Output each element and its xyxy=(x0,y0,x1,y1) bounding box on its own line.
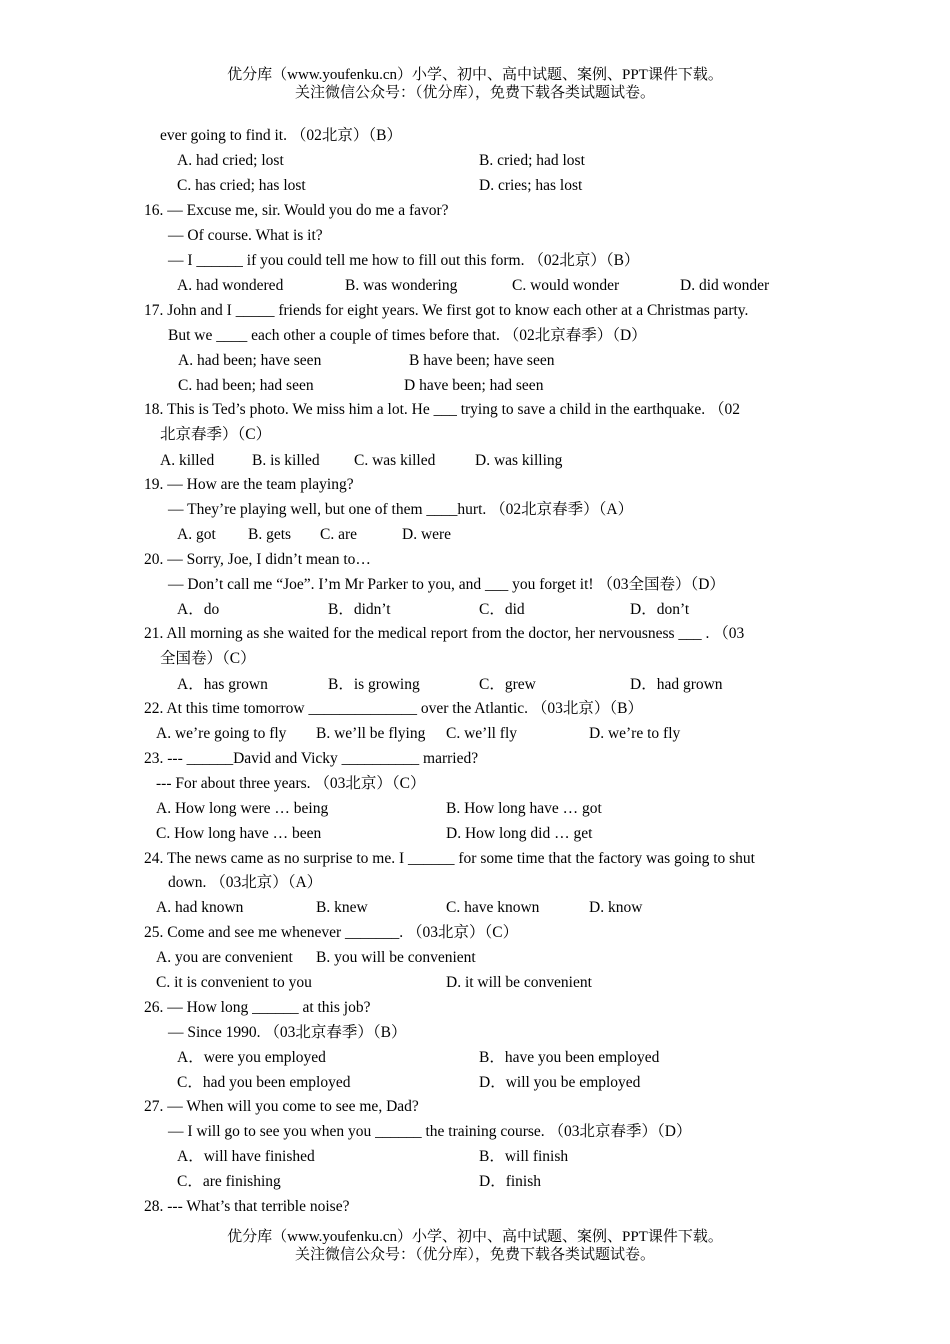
question-22-line-1: 22. At this time tomorrow ______________ over the Atlantic. （03北京）（B） xyxy=(144,700,643,717)
q22-option-c: C. we’ll fly xyxy=(446,725,518,742)
q25-option-a: A. you are convenient xyxy=(156,949,293,966)
question-20-line-1: 20. — Sorry, Joe, I didn’t mean to… xyxy=(144,551,371,568)
q15-option-a: A. had cried; lost xyxy=(177,152,284,169)
q17-option-c: C. had been; had seen xyxy=(178,377,314,394)
q24-option-b: B. knew xyxy=(316,899,368,916)
q18-option-a: A. killed xyxy=(160,452,215,469)
question-17-line-1: 17. John and I _____ friends for eight years. We first got to know each other at a Christmas party. xyxy=(144,302,749,319)
q25-option-b: B. you will be convenient xyxy=(316,949,476,966)
q27-option-c: C．are finishing xyxy=(177,1173,281,1190)
q23-option-a: A. How long were … being xyxy=(156,800,329,817)
q20-option-c: C．did xyxy=(479,601,525,618)
question-16-line-3: — I ______ if you could tell me how to fill out this form. （02北京）（B） xyxy=(168,252,640,269)
q21-option-c: C．grew xyxy=(479,676,536,693)
q20-option-a: A．do xyxy=(177,601,220,618)
q25-option-d: D. it will be convenient xyxy=(446,974,592,991)
q23-option-c: C. How long have … been xyxy=(156,825,322,842)
question-28-line-1: 28. --- What’s that terrible noise? xyxy=(144,1198,350,1215)
q17-option-a: A. had been; have seen xyxy=(178,352,322,369)
question-24-line-2: down. （03北京）（A） xyxy=(168,874,323,891)
q19-option-b: B. gets xyxy=(248,526,292,543)
question-15-continuation: ever going to find it. （02北京）（B） xyxy=(160,127,402,144)
footer-line-1: 优分库（www.youfenku.cn）小学、初中、高中试题、案例、PPT课件下载。 xyxy=(227,1229,723,1245)
question-18-line-2: 北京春季）（C） xyxy=(160,426,272,443)
question-16-line-2: — Of course. What is it? xyxy=(168,227,323,244)
footer-line-2: 关注微信公众号：（优分库），免费下载各类试题试卷。 xyxy=(294,1247,655,1263)
q18-option-b: B. is killed xyxy=(252,452,320,469)
q24-option-c: C. have known xyxy=(446,899,540,916)
q22-option-a: A. we’re going to fly xyxy=(156,725,287,742)
question-18-line-1: 18. This is Ted’s photo. We miss him a lot. He ___ trying to save a child in the earthquake. （02 xyxy=(144,401,741,418)
question-23-line-2: --- For about three years. （03北京）（C） xyxy=(156,775,426,792)
question-20-line-2: — Don’t call me “Joe”. I’m Mr Parker to you, and ___ you forget it! （03全国卷）（D） xyxy=(168,576,725,593)
q22-option-b: B. we’ll be flying xyxy=(316,725,426,742)
question-16-line-1: 16. — Excuse me, sir. Would you do me a favor? xyxy=(144,202,449,219)
q16-option-b: B. was wondering xyxy=(345,277,458,294)
q16-option-c: C. would wonder xyxy=(512,277,620,294)
q20-option-d: D．don’t xyxy=(630,601,690,618)
q26-option-a: A．were you employed xyxy=(177,1049,326,1066)
q27-option-b: B．will finish xyxy=(479,1148,569,1165)
question-24-line-1: 24. The news came as no surprise to me. I ______ for some time that the factory was going to shut xyxy=(144,850,755,867)
question-17-line-2: But we ____ each other a couple of times before that. （02北京春季）（D） xyxy=(168,327,647,344)
q19-option-c: C. are xyxy=(320,526,358,543)
q19-option-d: D. were xyxy=(402,526,452,543)
q18-option-d: D. was killing xyxy=(475,452,563,469)
q15-option-d: D. cries; has lost xyxy=(479,177,583,194)
q24-option-d: D. know xyxy=(589,899,643,916)
question-21-line-2: 全国卷）（C） xyxy=(160,650,256,667)
q25-option-c: C. it is convenient to you xyxy=(156,974,312,991)
q15-option-c: C. has cried; has lost xyxy=(177,177,306,194)
q20-option-b: B．didn’t xyxy=(328,601,391,618)
page-header xyxy=(0,66,950,102)
question-23-line-1: 23. --- ______David and Vicky __________ married? xyxy=(144,750,479,767)
q26-option-d: D．will you be employed xyxy=(479,1074,641,1091)
q21-option-d: D．had grown xyxy=(630,676,723,693)
q24-option-a: A. had known xyxy=(156,899,244,916)
question-27-line-2: — I will go to see you when you ______ the training course. （03北京春季）（D） xyxy=(168,1123,692,1140)
question-25-line-1: 25. Come and see me whenever _______. （03北京）（C） xyxy=(144,924,519,941)
question-26-line-2: — Since 1990. （03北京春季）（B） xyxy=(168,1024,407,1041)
q27-option-d: D．finish xyxy=(479,1173,542,1190)
q21-option-b: B．is growing xyxy=(328,676,420,693)
q18-option-c: C. was killed xyxy=(354,452,436,469)
question-19-line-2: — They’re playing well, but one of them ____hurt. （02北京春季）（A） xyxy=(168,501,634,518)
question-27-line-1: 27. — When will you come to see me, Dad? xyxy=(144,1098,419,1115)
question-19-line-1: 19. — How are the team playing? xyxy=(144,476,354,493)
q22-option-d: D. we’re to fly xyxy=(589,725,681,742)
q26-option-c: C．had you been employed xyxy=(177,1074,351,1091)
q21-option-a: A．has grown xyxy=(177,676,268,693)
q15-option-b: B. cried; had lost xyxy=(479,152,585,169)
q16-option-d: D. did wonder xyxy=(680,277,770,294)
question-26-line-1: 26. — How long ______ at this job? xyxy=(144,999,371,1016)
q16-option-a: A. had wondered xyxy=(177,277,284,294)
q26-option-b: B．have you been employed xyxy=(479,1049,660,1066)
q27-option-a: A．will have finished xyxy=(177,1148,315,1165)
page-footer xyxy=(0,1228,950,1264)
question-21-line-1: 21. All morning as she waited for the medical report from the doctor, her nervousness ___ . （03 xyxy=(144,625,745,642)
q17-option-d: D have been; had seen xyxy=(404,377,544,394)
q19-option-a: A. got xyxy=(177,526,216,543)
header-line-1: 优分库（www.youfenku.cn）小学、初中、高中试题、案例、PPT课件下载。 xyxy=(227,67,723,83)
q23-option-d: D. How long did … get xyxy=(446,825,593,842)
header-line-2: 关注微信公众号：（优分库），免费下载各类试题试卷。 xyxy=(294,85,655,101)
q17-option-b: B have been; have seen xyxy=(409,352,555,369)
q23-option-b: B. How long have … got xyxy=(446,800,602,817)
